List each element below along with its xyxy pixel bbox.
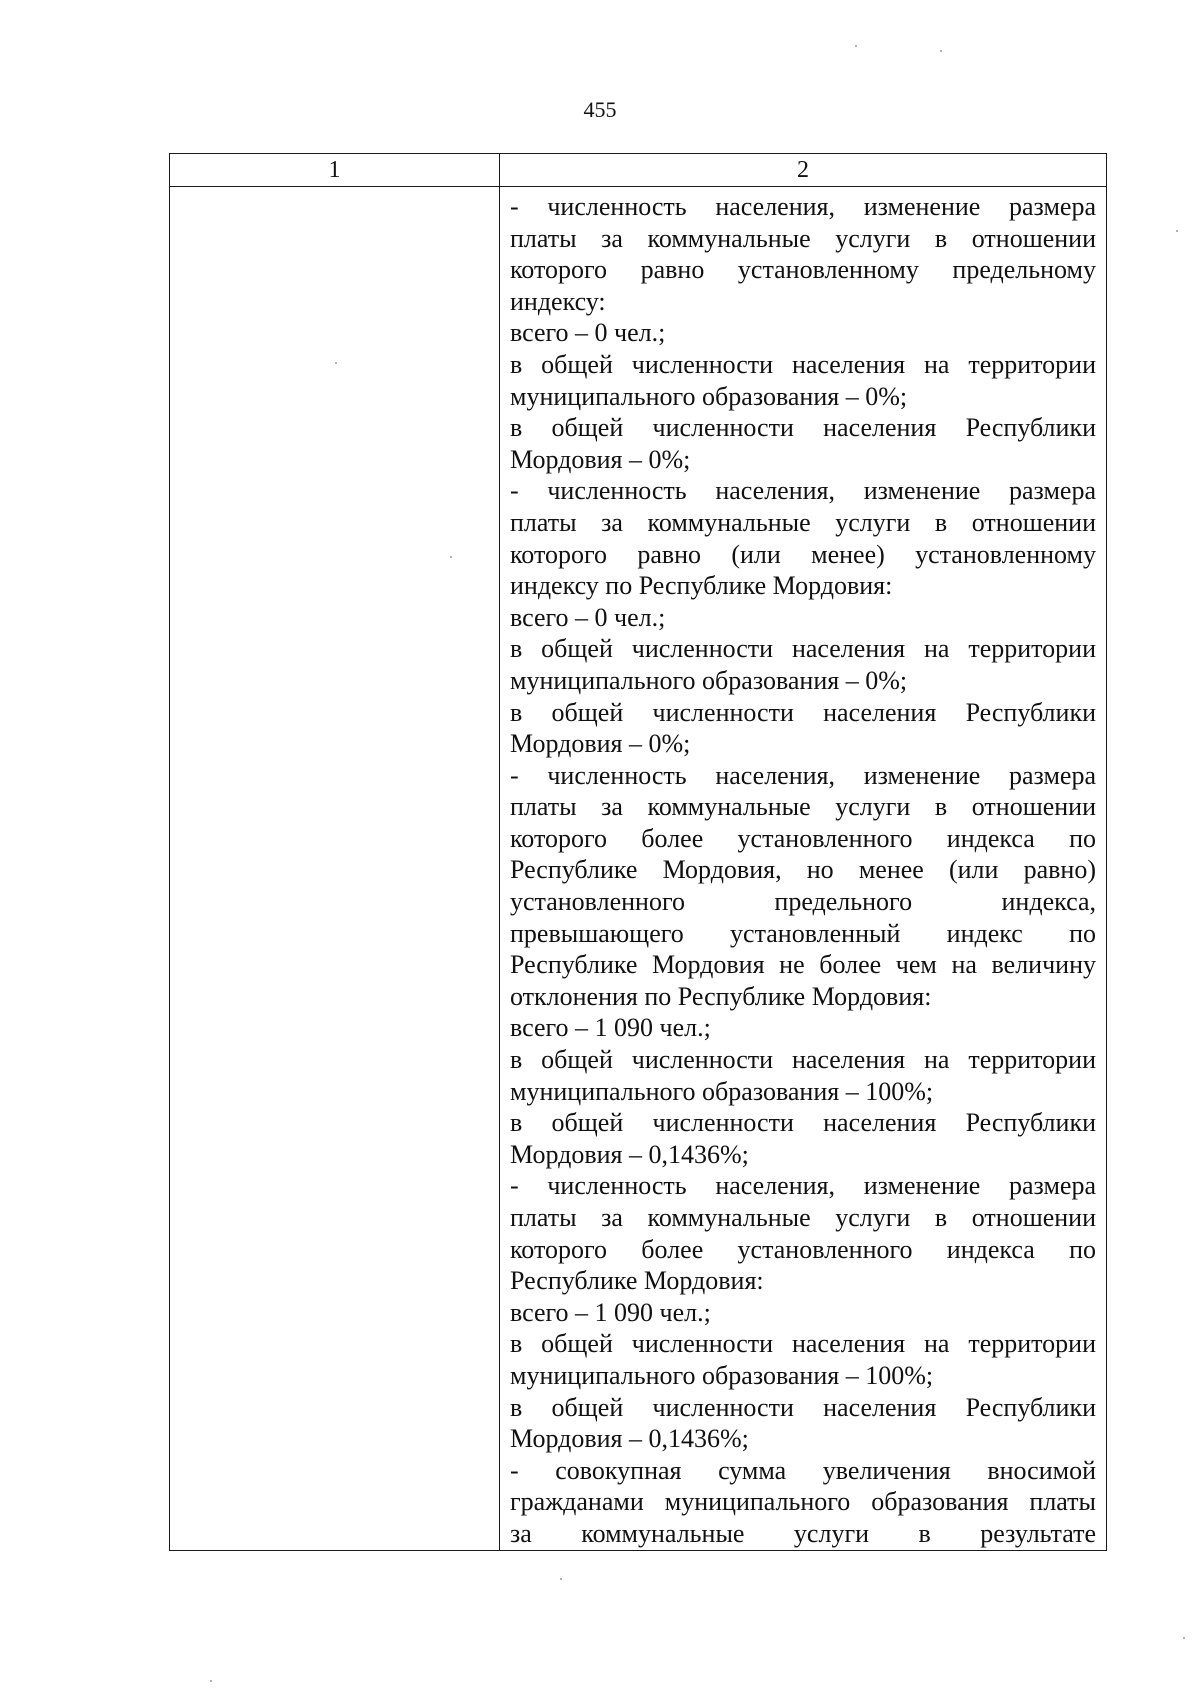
cell-text-line: муниципального образования – 0%;: [510, 665, 908, 695]
column-header-1: 1: [170, 154, 500, 187]
cell-text-line: муниципального образования – 100%;: [510, 1360, 934, 1390]
cell-text-line: Республике Мордовия:: [510, 1266, 764, 1296]
cell-text-line: установленного предельного индекса,: [510, 887, 1096, 917]
scan-speck: [855, 45, 857, 47]
scan-speck: [560, 1578, 562, 1580]
cell-text-line: которого более установленного индекса по: [510, 823, 1096, 853]
cell-text-line: Мордовия – 0%;: [510, 729, 691, 759]
cell-text-line: которого равно (или менее) установленному: [510, 539, 1096, 569]
scan-speck: [1183, 1637, 1185, 1639]
table-row: [170, 187, 1107, 1551]
cell-text-line: Республике Мордовия не более чем на величину: [510, 950, 1096, 980]
cell-text-line: индексу по Республике Мордовия:: [510, 571, 893, 601]
cell-text-line: всего – 1 090 чел.;: [510, 1297, 711, 1327]
scan-speck: [1176, 230, 1178, 232]
cell-text-line: в общей численности населения Республики: [510, 1108, 1096, 1138]
cell-text-line: в общей численности населения Республики: [510, 697, 1096, 727]
cell-text-line: Мордовия – 0%;: [510, 444, 691, 474]
cell-text-line: Мордовия – 0,1436%;: [510, 1424, 749, 1454]
cell-text-line: отклонения по Республике Мордовия:: [510, 981, 932, 1011]
cell-text-line: всего – 0 чел.;: [510, 602, 666, 632]
scan-speck: [210, 1680, 212, 1682]
cell-text-line: индексу:: [510, 286, 606, 316]
table-cell-col1: [170, 187, 500, 1551]
table-cell-col2: [500, 187, 1107, 1551]
cell-text-line: в общей численности населения Республики: [510, 1392, 1096, 1422]
cell-text-line: в общей численности населения Республики: [510, 413, 1096, 443]
cell-text-line: гражданами муниципального образования платы: [510, 1487, 1096, 1517]
cell-text-line: превышающего установленный индекс по: [510, 918, 1096, 948]
cell-text-line: платы за коммунальные услуги в отношении: [510, 507, 1096, 537]
cell-text-line: за коммунальные услуги в результате: [510, 1518, 1096, 1548]
document-table: [169, 153, 1107, 1551]
cell-text-line: - численность населения, изменение размера: [510, 192, 1096, 221]
table-header-row: [170, 154, 1107, 187]
cell-text-line: платы за коммунальные услуги в отношении: [510, 1203, 1096, 1232]
cell-text-line: - численность населения, изменение размера: [510, 760, 1096, 790]
cell-text-line: которого более установленного индекса по: [510, 1234, 1096, 1264]
cell-text-line: в общей численности населения на территории: [510, 634, 1096, 664]
page-number: 455: [583, 97, 617, 122]
cell-text-line: - численность населения, изменение размера: [510, 1171, 1096, 1201]
cell-text-line: всего – 1 090 чел.;: [510, 1013, 711, 1043]
cell-text-line: Мордовия – 0,1436%;: [510, 1139, 749, 1169]
cell-text-line: всего – 0 чел.;: [510, 318, 666, 348]
cell-text-line: в общей численности населения на территории: [510, 1329, 1096, 1359]
cell-text-line: платы за коммунальные услуги в отношении: [510, 792, 1096, 822]
cell-text-line: которого равно установленному предельному: [510, 255, 1096, 285]
scan-speck: [940, 50, 942, 52]
cell-text-line: Республике Мордовия, но менее (или равно): [510, 855, 1096, 885]
cell-text-line: платы за коммунальные услуги в отношении: [510, 223, 1096, 253]
column-header-2: 2: [500, 154, 1107, 187]
cell-text-line: - численность населения, изменение размера: [510, 476, 1096, 506]
scan-speck: [450, 556, 452, 558]
cell-text-block: [500, 191, 1106, 1550]
cell-text-line: муниципального образования – 100%;: [510, 1076, 934, 1106]
cell-text-line: - совокупная сумма увеличения вносимой: [510, 1455, 1096, 1485]
cell-text-line: в общей численности населения на территории: [510, 1045, 1096, 1075]
scan-speck: [335, 362, 337, 364]
cell-text-line: муниципального образования – 0%;: [510, 381, 908, 411]
cell-text-line: в общей численности населения на территории: [510, 349, 1096, 379]
